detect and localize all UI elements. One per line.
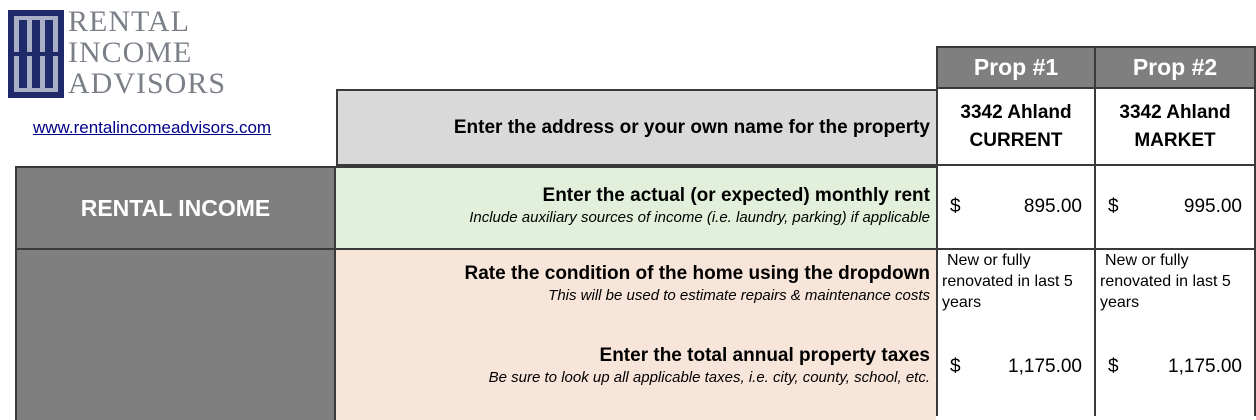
property-taxes-input-prop2[interactable]: [1096, 334, 1256, 416]
property-taxes-value-prop1: 1,175.00: [1008, 356, 1082, 377]
currency-symbol: $: [1108, 356, 1119, 377]
address-prop2-line1: 3342 Ahland: [1119, 101, 1231, 123]
company-logo-text: [68, 7, 226, 100]
address-prop1-line1: 3342 Ahland: [960, 101, 1072, 123]
condition-title: Rate the condition of the home using the dropdown: [464, 263, 930, 284]
address-row-label: Enter the address or your own name for the property: [336, 89, 936, 166]
address-cell-prop2[interactable]: [1096, 89, 1256, 166]
condition-prop2-line2: renovated in last 5: [1100, 273, 1231, 290]
condition-prop2-line3: years: [1100, 294, 1140, 311]
property-taxes-value-prop2: 1,175.00: [1168, 356, 1242, 377]
property-taxes-input-prop1[interactable]: [936, 334, 1096, 416]
condition-prop1-line2: renovated in last 5: [942, 273, 1073, 290]
monthly-rent-input-prop1[interactable]: [936, 166, 1096, 250]
door-logo-icon: [8, 10, 64, 98]
property-taxes-title: Enter the total annual property taxes: [599, 345, 930, 366]
monthly-rent-value-prop2: 995.00: [1183, 196, 1242, 217]
logo-line-1: RENTAL: [68, 5, 190, 38]
condition-dropdown-prop1[interactable]: [936, 250, 1096, 334]
currency-symbol: $: [950, 196, 961, 217]
logo-line-3: ADVISORS: [68, 67, 227, 100]
condition-prop1-line3: years: [942, 294, 982, 311]
monthly-rent-subtitle: Include auxiliary sources of income (i.e. laundry, parking) if applicable: [469, 209, 930, 226]
condition-dropdown-prop2[interactable]: [1096, 250, 1256, 334]
address-prop1-line2: CURRENT: [969, 129, 1063, 151]
monthly-rent-title: Enter the actual (or expected) monthly rent: [542, 185, 930, 206]
property-taxes-subtitle: Be sure to look up all applicable taxes, i.e. city, county, school, etc.: [488, 369, 930, 386]
website-link[interactable]: www.rentalincomeadvisors.com: [33, 118, 272, 137]
condition-subtitle: This will be used to estimate repairs & maintenance costs: [548, 287, 930, 304]
property-taxes-row: [336, 344, 930, 388]
logo-line-2: INCOME: [68, 36, 193, 69]
condition-prop1-line1: New or fully: [947, 252, 1031, 269]
currency-symbol: $: [1108, 196, 1119, 217]
address-prop2-line2: MARKET: [1134, 129, 1216, 151]
condition-row: [336, 262, 930, 306]
column-header-prop1: Prop #1: [936, 46, 1096, 89]
rental-income-section-label: RENTAL INCOME: [15, 166, 336, 250]
column-header-prop2: Prop #2: [1096, 46, 1256, 89]
address-cell-prop1[interactable]: [936, 89, 1096, 166]
monthly-rent-input-prop2[interactable]: [1096, 166, 1256, 250]
expenses-section-label: [15, 250, 336, 420]
currency-symbol: $: [950, 356, 961, 377]
monthly-rent-row: [336, 166, 936, 250]
condition-prop2-line1: New or fully: [1105, 252, 1189, 269]
monthly-rent-value-prop1: 895.00: [1023, 196, 1082, 217]
